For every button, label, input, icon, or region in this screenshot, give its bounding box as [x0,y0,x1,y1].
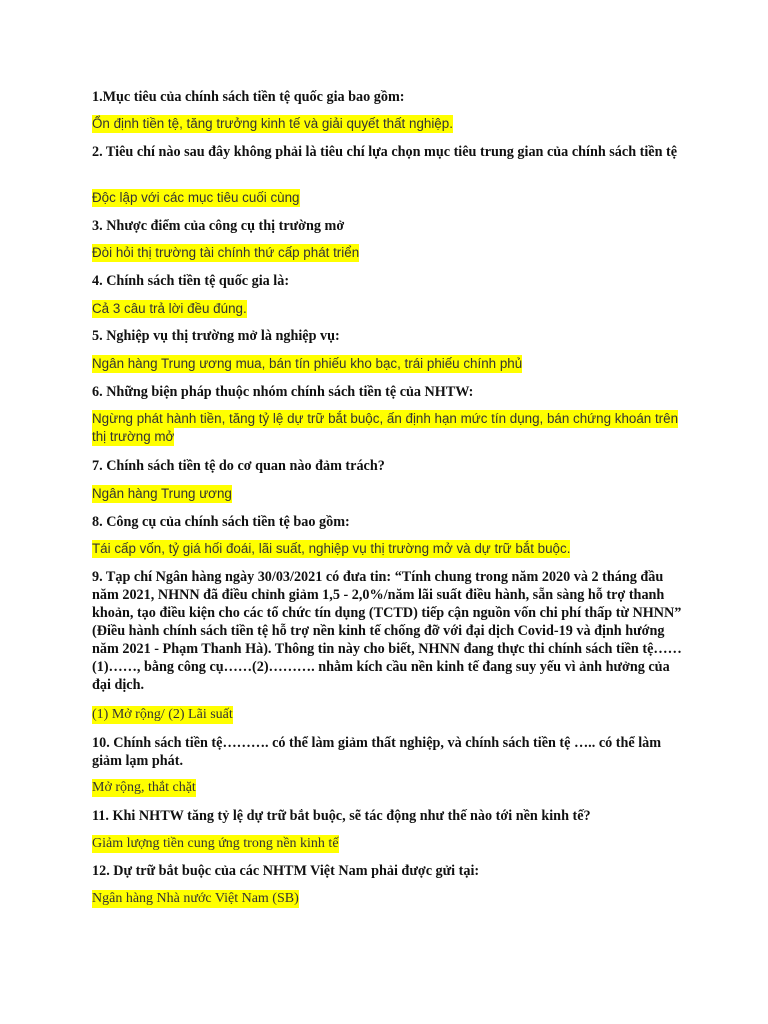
answer-1-highlight: Ổn định tiền tệ, tăng trưởng kinh tế và giải quyết thất nghiệp. [92,116,453,131]
question-5: 5. Nghiệp vụ thị trường mở là nghiệp vụ: [92,328,340,344]
answer-5-highlight: Ngân hàng Trung ương mua, bán tín phiếu kho bạc, trái phiếu chính phủ [92,356,523,371]
answer-7-highlight: Ngân hàng Trung ương [92,486,232,501]
answer-3 [92,244,359,262]
answer-2 [92,189,300,207]
question-11: 11. Khi NHTW tăng tỷ lệ dự trữ bắt buộc, sẽ tác động như thế nào tới nền kinh tế? [92,808,591,824]
answer-11-highlight: Giảm lượng tiền cung ứng trong nền kinh tế [92,836,339,851]
answer-6-highlight: Ngừng phát hành tiền, tăng tỷ lệ dự trữ bắt buộc, ấn định hạn mức tín dụng, bán chứng khoán trên thị trường mở [92,411,679,444]
answer-5 [92,355,522,373]
question-7: 7. Chính sách tiền tệ do cơ quan nào đảm trách? [92,458,385,474]
answer-4 [92,300,247,318]
question-10: 10. Chính sách tiền tệ………. có thể làm giảm thất nghiệp, và chính sách tiền tệ ….. có thể làm giảm lạm phát. [92,735,662,769]
question-1: 1.Mục tiêu của chính sách tiền tệ quốc gia bao gồm: [92,89,405,105]
question-8: 8. Công cụ của chính sách tiền tệ bao gồm: [92,514,350,530]
question-12: 12. Dự trữ bắt buộc của các NHTM Việt Nam phải được gửi tại: [92,863,480,879]
answer-12-highlight: Ngân hàng Nhà nước Việt Nam (SB) [92,891,299,906]
question-4: 4. Chính sách tiền tệ quốc gia là: [92,273,290,289]
question-2: 2. Tiêu chí nào sau đây không phải là tiêu chí lựa chọn mục tiêu trung gian của chính sách tiền tệ [92,144,678,160]
answer-1 [92,115,453,133]
answer-3-highlight: Đòi hỏi thị trường tài chính thứ cấp phát triển [92,245,360,260]
answer-10 [92,779,196,797]
answer-11 [92,835,339,853]
question-6: 6. Những biện pháp thuộc nhóm chính sách tiền tệ của NHTW: [92,384,474,400]
answer-8-highlight: Tái cấp vốn, tỷ giá hối đoái, lãi suất, nghiệp vụ thị trường mở và dự trữ bắt buộc. [92,541,571,556]
answer-9-highlight: (1) Mở rộng/ (2) Lãi suất [92,707,233,722]
answer-4-highlight: Cả 3 câu trả lời đều đúng. [92,301,247,316]
answer-10-highlight: Mở rộng, thắt chặt [92,780,196,795]
answer-2-highlight: Độc lập với các mục tiêu cuối cùng [92,190,300,205]
answer-8 [92,540,570,558]
question-3: 3. Nhược điểm của công cụ thị trường mở [92,218,345,234]
answer-9 [92,706,233,724]
question-9: 9. Tạp chí Ngân hàng ngày 30/03/2021 có đưa tin: “Tính chung trong năm 2020 và 2 tháng đầu năm 2021, NHNN đã điều chỉnh giảm 1,5 - 2,0%/năm lãi suất điều hành, sẵn sàng hỗ trợ thanh khoản, tạo điều kiện cho các tổ chức tín dụng (TCTD) tiếp cận nguồn vốn chi phí thấp từ NHNN” (Điều hành chính sách tiền tệ hỗ trợ nền kinh tế chống đỡ với đại dịch Covid-19 và định hướng năm 2021 - Phạm Thanh Hà). Thông tin này cho biết, NHNN đang thực thi chính sách tiền tệ……(1)……, bằng công cụ……(2)………. nhằm kích cầu nền kinh tế đang suy yếu vì ảnh hưởng của đại dịch. [92,569,682,693]
answer-12 [92,890,299,908]
answer-7 [92,485,232,503]
answer-6 [92,410,692,446]
